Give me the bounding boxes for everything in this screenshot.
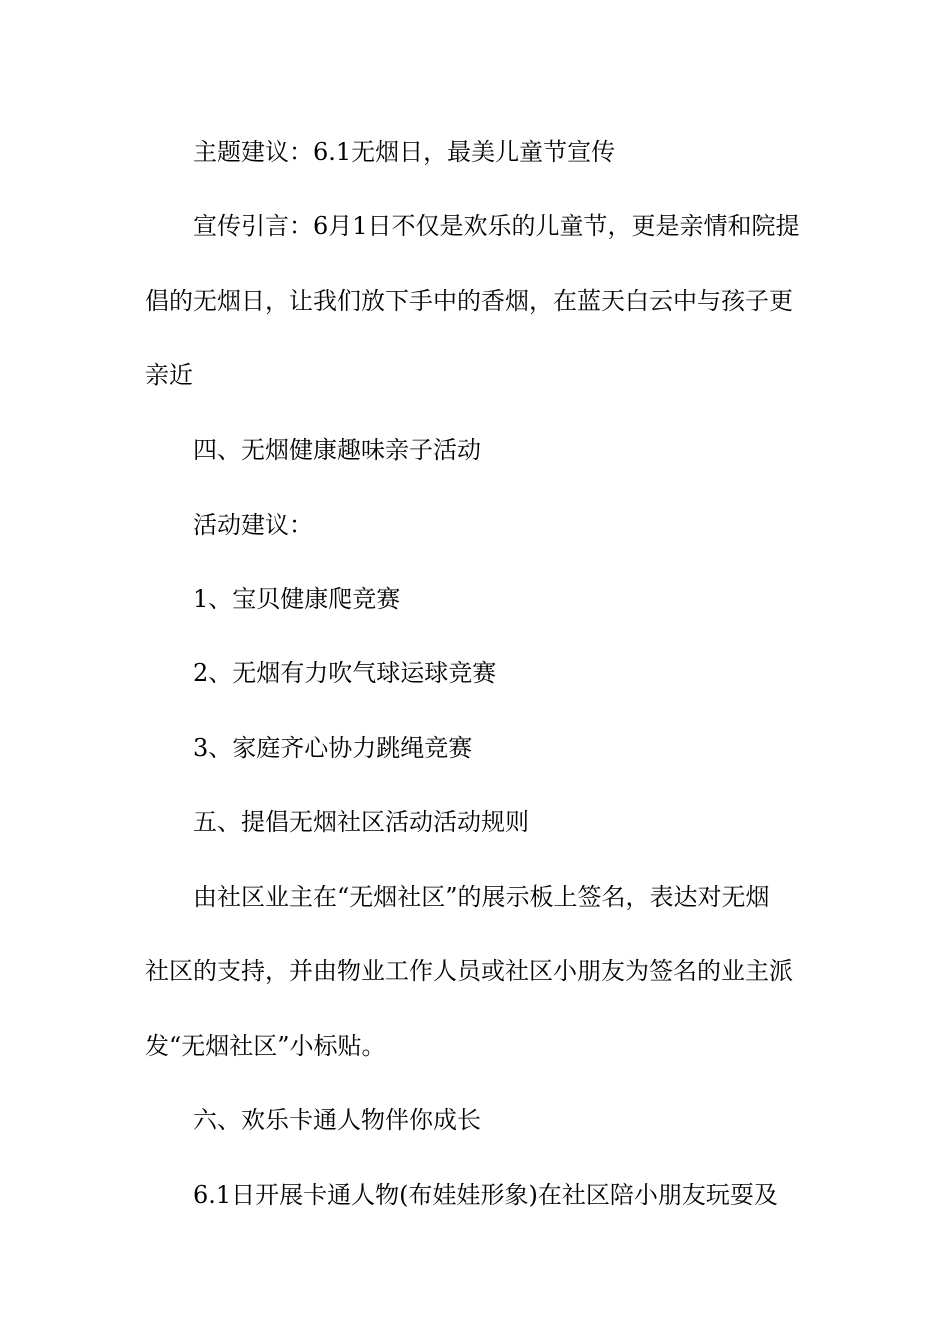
activity-item-2: 2、无烟有力吹气球运球竞赛 (193, 659, 497, 687)
slogan-paragraph-line-2: 倡的无烟日，让我们放下手中的香烟，在蓝天白云中与孩子更 (145, 287, 793, 315)
theme-suggestion-line: 主题建议：6.1无烟日，最美儿童节宣传 (193, 138, 616, 166)
rules-paragraph-line-3: 发“无烟社区”小标贴。 (145, 1032, 386, 1060)
activity-item-1: 1、宝贝健康爬竞赛 (193, 585, 401, 613)
section-heading-4: 四、无烟健康趣味亲子活动 (193, 436, 481, 464)
activity-item-3: 3、家庭齐心协力跳绳竞赛 (193, 734, 473, 762)
slogan-paragraph-line-1: 宣传引言：6月1日不仅是欢乐的儿童节，更是亲情和院提 (193, 212, 800, 240)
activity-suggestion-label: 活动建议： (193, 511, 313, 539)
cartoon-paragraph-line-1: 6.1日开展卡通人物(布娃娃形象)在社区陪小朋友玩耍及 (193, 1181, 778, 1209)
section-heading-6: 六、欢乐卡通人物伴你成长 (193, 1106, 481, 1134)
section-heading-5: 五、提倡无烟社区活动活动规则 (193, 808, 529, 836)
slogan-paragraph-line-3: 亲近 (145, 361, 193, 389)
rules-paragraph-line-2: 社区的支持，并由物业工作人员或社区小朋友为签名的业主派 (145, 957, 793, 985)
rules-paragraph-line-1: 由社区业主在“无烟社区”的展示板上签名，表达对无烟 (193, 883, 770, 911)
